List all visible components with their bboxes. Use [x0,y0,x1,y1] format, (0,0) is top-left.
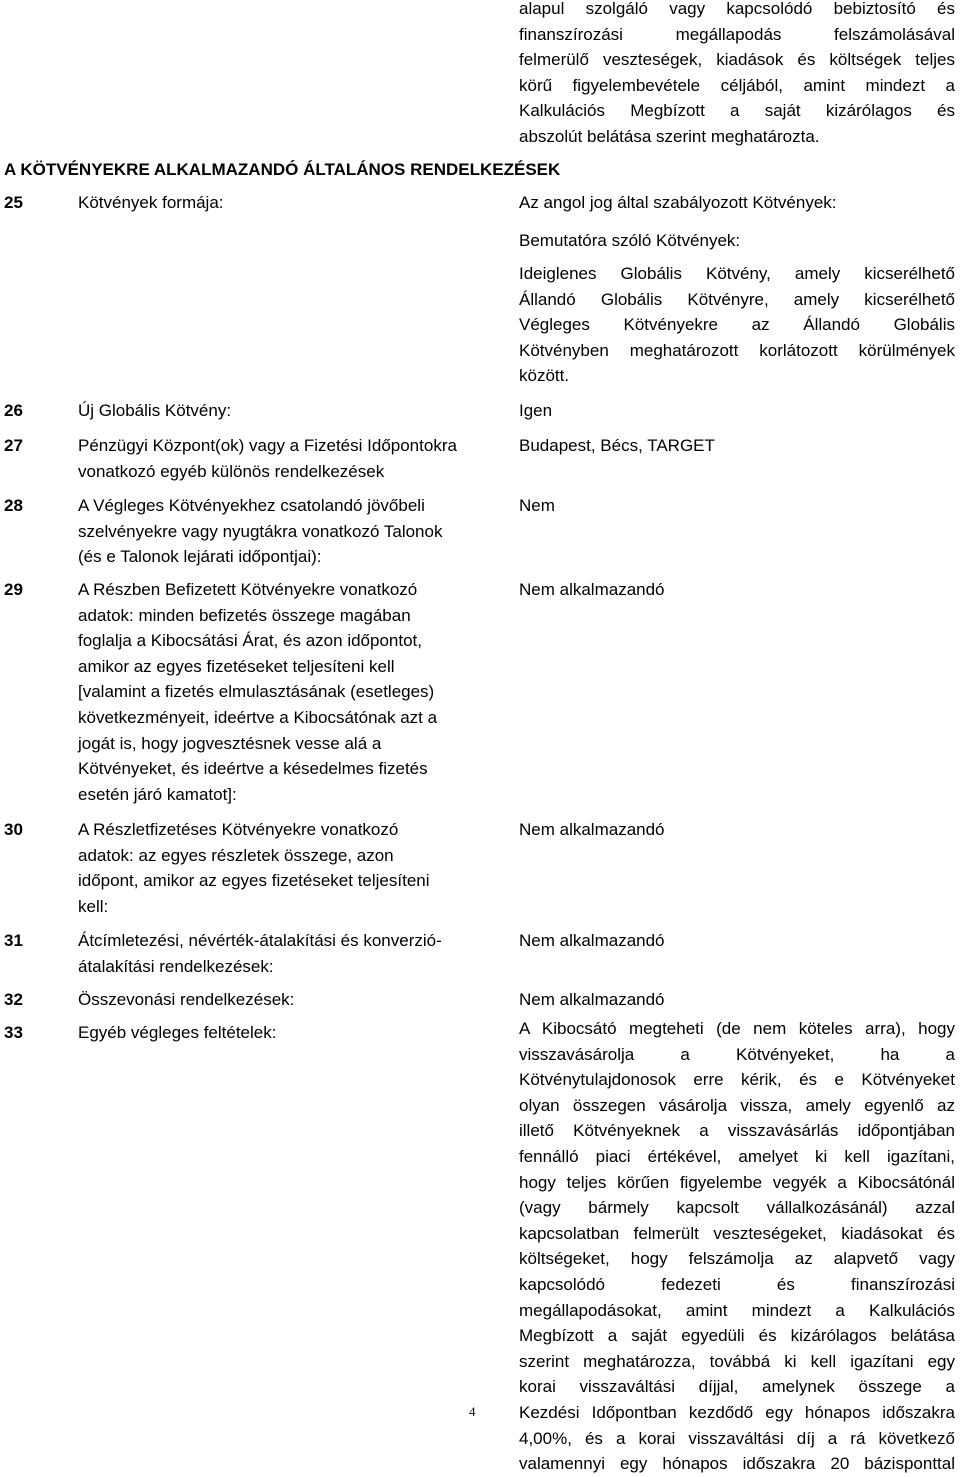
text-line: olyan összegen vásárolja vissza, amely egyenlő az [519,1095,955,1115]
section-heading: A KÖTVÉNYEKRE ALKALMAZANDÓ ÁLTALÁNOS RENDELKEZÉSEK [4,160,561,179]
page-number: 4 [469,1404,476,1419]
text-line: abszolút belátása szerint meghatározta. [519,126,820,146]
text-line: Állandó Globális Kötvényre, amely kicserélhető [519,289,955,309]
text-line: Kötvényben meghatározott korlátozott körülmények [519,340,955,360]
text-line: Pénzügyi Központ(ok) vagy a Fizetési Időpontokra [78,436,457,455]
item-label: Kötvények formája: [78,193,224,212]
item-number: 32 [4,990,23,1009]
text-line: A Kibocsátó megteheti (de nem köteles arra), hogy [519,1019,955,1038]
text-line: hogy teljes körűen figyelembe vegyék a Kibocsátónál [519,1172,955,1192]
text-line: jogát is, hogy jogvesztésnek vesse alá a [78,733,382,753]
text-line: korai visszaváltási díjjal, amelynek összege a [519,1377,955,1397]
text-line: felmerülő veszteségek, kiadások és költségek teljes [519,50,955,70]
text-line: (és e Talonok lejárati időpontjai): [78,547,322,567]
text-line: Kezdési Időpontban kezdődő egy hónapos időszakra [519,1402,955,1422]
item-label: Összevonási rendelkezések: [78,990,295,1009]
text-line: Végleges Kötvényekre az Állandó Globális [519,315,955,335]
item-value: Az angol jog által szabályozott Kötvények: [519,193,837,212]
item-value-paragraph [519,1016,955,1477]
item-label: Egyéb végleges feltételek: [78,1023,277,1042]
text-line: átalakítási rendelkezések: [78,956,274,976]
item-label [78,577,478,807]
text-line: A Végleges Kötvényekhez csatolandó jövőbeli [78,496,425,515]
text-line: Ideiglenes Globális Kötvény, amely kicserélhető [519,264,955,283]
item-label [78,493,478,570]
text-line: szerint meghatározza, továbbá ki kell igazítani egy [519,1351,955,1371]
text-line: visszavásárolja a Kötvényeket, ha a [519,1044,955,1064]
text-line: kell: [78,896,109,916]
item-number: 29 [4,580,23,599]
text-line: következményeit, ideértve a Kibocsátónak azt a [78,707,438,727]
text-line: között. [519,366,570,386]
text-line: adatok: minden befizetés összege magában [78,605,411,625]
text-line: Megbízott a saját egyedüli és kizárólagos belátása [519,1326,955,1346]
text-line: 4,00%, és a korai visszaváltási díj a rá következő [519,1428,955,1448]
text-line: alapul szolgáló vagy kapcsolódó bebiztosító és [519,0,955,18]
text-line: megállapodásokat, amint mindezt a Kalkulációs [519,1300,955,1320]
item-number: 31 [4,931,23,950]
item-number: 33 [4,1023,23,1042]
item-value: Nem alkalmazandó [519,820,665,839]
text-line: A Részben Befizetett Kötvényekre vonatkozó [78,580,418,599]
item-value: Nem [519,496,555,515]
item-value: Nem alkalmazandó [519,931,665,950]
item-label [78,928,478,979]
text-line: költségeket, hogy felszámolja az alapvető vagy [519,1249,955,1269]
item-subvalue-paragraph [519,261,955,389]
text-line: amikor az egyes fizetéseket teljesíteni kell [78,656,395,676]
text-line: szelvényekre vagy nyugtákra vonatkozó Talonok [78,521,443,541]
text-line: adatok: az egyes részletek összege, azon [78,845,394,865]
text-line: valamennyi egy hónapos időszakra 20 bázisponttal [519,1454,955,1474]
text-line: fennálló piaci értékével, amelyet ki kell igazítani, [519,1146,955,1166]
text-line: A Részletfizetéses Kötvényekre vonatkozó [78,820,399,839]
continuation-paragraph [519,0,955,150]
item-number: 30 [4,820,23,839]
item-number: 26 [4,401,23,420]
item-number: 25 [4,193,23,212]
item-value: Igen [519,401,553,420]
item-value: Nem alkalmazandó [519,580,665,599]
item-value: Nem alkalmazandó [519,990,665,1009]
item-subvalue: Bemutatóra szóló Kötvények: [519,231,741,250]
text-line: Kalkulációs Megbízott a saját kizárólagos és [519,101,955,121]
text-line: illető Kötvényeknek a visszavásárlás időpontjában [519,1121,955,1141]
text-line: Átcímletezési, névérték-átalakítási és konverzió- [78,931,442,950]
text-line: kapcsolatban felmerült veszteségeket, kiadásokat és [519,1223,955,1243]
item-value: Budapest, Bécs, TARGET [519,436,715,455]
text-line: [valamint a fizetés elmulasztásának (esetleges) [78,682,435,702]
text-line: Kötvénytulajdonosok erre kérik, és e Kötvényeket [519,1070,955,1090]
text-line: finanszírozási megállapodás felszámolásával [519,24,955,44]
text-line: vonatkozó egyéb különös rendelkezések [78,461,385,481]
text-line: kapcsolódó fedezeti és finanszírozási [519,1274,955,1294]
item-label: Új Globális Kötvény: [78,401,232,420]
text-line: (vagy bármely kapcsolt vállalkozásánál) azzal [519,1198,955,1218]
item-label [78,433,478,484]
text-line: esetén járó kamatot]: [78,784,237,804]
text-line: körű figyelembevétele céljából, amint mindezt a [519,75,955,95]
text-line: foglalja a Kibocsátási Árat, és azon időpontot, [78,631,422,651]
item-number: 28 [4,496,23,515]
text-line: Kötvényeket, és ideértve a késedelmes fizetés [78,759,428,779]
item-label [78,817,478,919]
item-number: 27 [4,436,23,455]
text-line: időpont, amikor az egyes fizetéseket teljesíteni [78,871,430,891]
